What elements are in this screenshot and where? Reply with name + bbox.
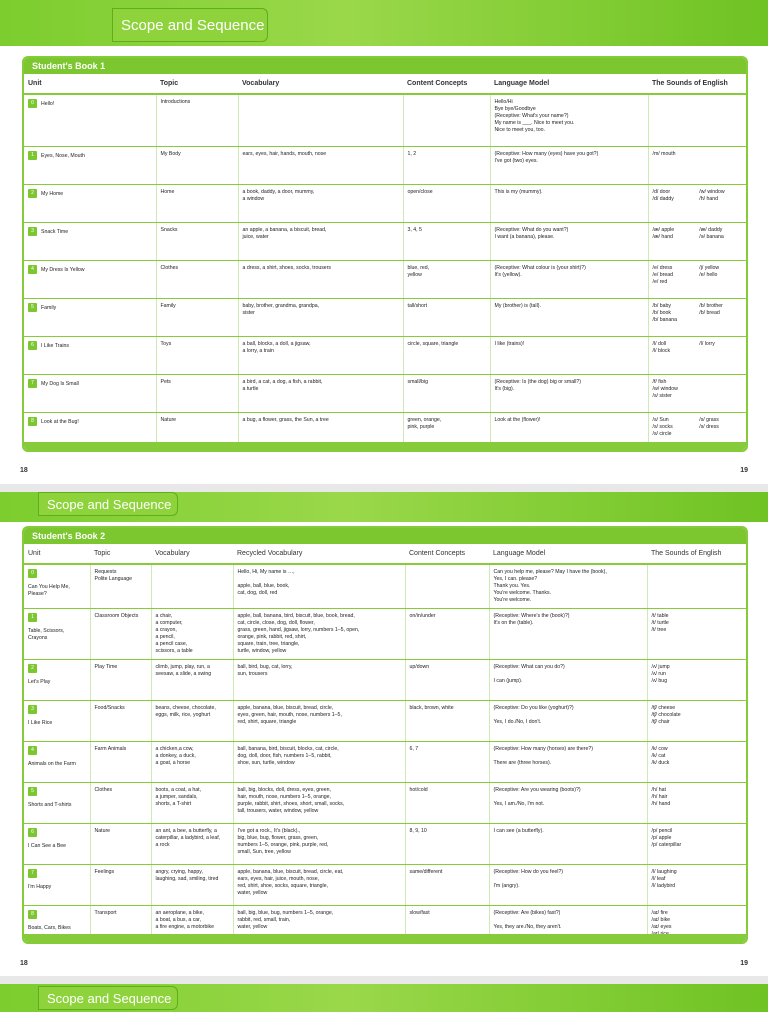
sounds-cell: /ʌ/ jump /ʌ/ run /ʌ/ bug — [647, 660, 748, 701]
column-header: Vocabulary — [151, 544, 233, 564]
unit-title: Hello! — [41, 100, 55, 107]
language-model-cell: (Receptive: Do you like (yoghurt)?) Yes, I do./No, I don't. — [489, 701, 647, 742]
unit-title: Can You Help Me, Please? — [28, 584, 70, 597]
column-header: Content Concepts — [405, 544, 489, 564]
column-header: Unit — [24, 544, 90, 564]
sounds-col-2: /æ/ daddy /ə/ banana — [699, 226, 724, 240]
vocabulary-cell: baby, brother, grandma, grandpa, sister — [238, 298, 403, 336]
unit-cell — [24, 374, 156, 412]
table-row — [24, 374, 746, 412]
sounds-col-2: /j/ yellow /e/ hello — [699, 264, 720, 278]
topic-cell: Introductions — [156, 94, 238, 146]
content-concepts-cell — [405, 564, 489, 609]
content-concepts-cell: hot/cold — [405, 783, 489, 824]
unit-title: Family — [41, 304, 57, 311]
unit-number-badge: 5 — [28, 303, 37, 312]
unit-number-badge: 5 — [28, 787, 37, 796]
content-concepts-cell — [403, 94, 490, 146]
recycled-vocabulary-cell: ball, big, blue, bug, numbers 1–5, orange, rabbit, red, small, train, water, yellow — [233, 906, 405, 945]
language-model-cell: Can you help me, please? May I have the (book), Yes, I can. please? Thank you. Yes. You're welcome. Thanks. You're welcome. — [489, 564, 647, 609]
vocabulary-cell: a bug, a flower, grass, the Sun, a tree — [238, 412, 403, 450]
sounds-cell: /k/ cow /k/ cat /k/ duck — [647, 742, 748, 783]
book1-title: Student's Book 1 — [24, 58, 746, 74]
table-row — [24, 824, 748, 865]
unit-cell — [24, 824, 90, 865]
section-tab: Scope and Sequence — [112, 8, 268, 42]
section-tab: Scope and Sequence — [38, 492, 178, 516]
sounds-col-2: /b/ brother /b/ bread — [699, 302, 723, 316]
table-row — [24, 222, 746, 260]
column-header: Topic — [90, 544, 151, 564]
sounds-col-2 — [699, 151, 742, 158]
vocabulary-cell: a ball, blocks, a doll, a jigsaw, a lorry, a train — [238, 336, 403, 374]
sounds-col-1: /b/ baby /b/ book /b/ banana — [652, 302, 678, 323]
unit-number-badge: 7 — [28, 869, 37, 878]
unit-number-badge: 4 — [28, 746, 37, 755]
sounds-cell — [648, 374, 746, 412]
unit-number-badge: 3 — [28, 705, 37, 714]
vocabulary-cell: a book, daddy, a door, mummy, a window — [238, 184, 403, 222]
sounds-grid — [653, 227, 743, 241]
unit-title: I Like Rice — [28, 720, 53, 726]
unit-title: Look at the Bug! — [41, 418, 79, 425]
table-row — [24, 260, 746, 298]
unit-number-badge: 6 — [28, 828, 37, 837]
content-concepts-cell: same/different — [405, 865, 489, 906]
table-row — [24, 660, 748, 701]
vocabulary-cell: an apple, a banana, a biscuit, bread, juice, water — [238, 222, 403, 260]
content-concepts-cell: slow/fast — [405, 906, 489, 945]
unit-number-badge: 1 — [28, 151, 37, 160]
language-model-cell: (Receptive: How many (horses) are there?) There are (three horses). — [489, 742, 647, 783]
topic-cell: Food/Snacks — [90, 701, 151, 742]
sounds-col-2: /w/ window /h/ hand — [699, 188, 725, 202]
sounds-col-2: /s/ grass /s/ dress — [699, 416, 719, 430]
vocabulary-cell: angry, crying, happy, laughing, sad, smiling, tired — [151, 865, 233, 906]
unit-number-badge: 8 — [28, 910, 37, 919]
column-header: Topic — [156, 74, 238, 94]
unit-title: Table, Scissors, Crayons — [28, 628, 65, 641]
unit-title: Let's Play — [28, 679, 51, 685]
topic-cell: Toys — [156, 336, 238, 374]
sounds-cell: /aɪ/ fire /aɪ/ bike /aɪ/ eyes — [647, 906, 748, 945]
page-book-1 — [0, 0, 768, 484]
table-row — [24, 865, 748, 906]
topic-cell: Clothes — [90, 783, 151, 824]
sounds-grid — [653, 265, 743, 286]
unit-title: Animals on the Farm — [28, 761, 76, 767]
table-row — [24, 146, 746, 184]
column-header: Vocabulary — [238, 74, 403, 94]
language-model-cell: (Receptive: Are (bikes) fast?) Yes, they are./No, they aren't. — [489, 906, 647, 945]
column-header: Content Concepts — [403, 74, 490, 94]
unit-number-badge: 6 — [28, 341, 37, 350]
unit-cell — [24, 298, 156, 336]
unit-title: My Dress Is Yellow — [41, 266, 85, 273]
language-model-cell: (Receptive: What do you want?) I want (a banana), please. — [490, 222, 648, 260]
sounds-cell — [648, 336, 746, 374]
unit-title: I Like Trains — [41, 342, 69, 349]
language-model-cell: (Receptive: What can you do?) I can (jump). — [489, 660, 647, 701]
unit-cell — [24, 865, 90, 906]
vocabulary-cell: a chair, a computer, a crayon, a pencil, a pencil case, scissors, a table — [151, 609, 233, 660]
sounds-cell: /l/ laughing /l/ leaf /l/ ladybird — [647, 865, 748, 906]
unit-number-badge: 2 — [28, 189, 37, 198]
vocabulary-cell: climb, jump, play, run, a seesaw, a slide, a swing — [151, 660, 233, 701]
vocabulary-cell: a bird, a cat, a dog, a fish, a rabbit, a turtle — [238, 374, 403, 412]
vocabulary-cell — [238, 94, 403, 146]
unit-cell — [24, 222, 156, 260]
vocabulary-cell: beans, cheese, chocolate, eggs, milk, rice, yoghurt — [151, 701, 233, 742]
sounds-grid — [653, 341, 743, 355]
topic-cell: Farm Animals — [90, 742, 151, 783]
book2-panel — [22, 526, 748, 944]
unit-cell — [24, 783, 90, 824]
table-row — [24, 783, 748, 824]
page-partial — [0, 984, 768, 1024]
content-concepts-cell: tall/short — [403, 298, 490, 336]
topic-cell: Nature — [156, 412, 238, 450]
topic-cell: Family — [156, 298, 238, 336]
topic-cell: Pets — [156, 374, 238, 412]
language-model-cell: (Receptive: What colour is (your shirt)?) It's (yellow). — [490, 260, 648, 298]
language-model-cell: Hello/Hi Bye bye/Goodbye (Receptive: What's your name?) My name is ___. Nice to meet you. Nice to meet you, too. — [490, 94, 648, 146]
book2-title: Student's Book 2 — [24, 528, 746, 544]
vocabulary-cell: ears, eyes, hair, hands, mouth, nose — [238, 146, 403, 184]
sounds-grid — [653, 189, 743, 203]
topic-cell: Nature — [90, 824, 151, 865]
column-header: Recycled Vocabulary — [233, 544, 405, 564]
topic-cell: Play Time — [90, 660, 151, 701]
unit-title: Shorts and T-shirts — [28, 802, 72, 808]
topic-cell: Feelings — [90, 865, 151, 906]
recycled-vocabulary-cell: ball, bird, bug, cat, lorry, sun, trousers — [233, 660, 405, 701]
recycled-vocabulary-cell: apple, banana, blue, biscuit, bread, circle, eat, ears, eyes, hair, juice, mouth, nose, red, shirt, shoe, socks, square, triangle, water, yellow — [233, 865, 405, 906]
topic-cell: Requests Polite Language — [90, 564, 151, 609]
vocabulary-cell: boots, a coat, a hat, a jumper, sandals, shorts, a T-shirt — [151, 783, 233, 824]
unit-cell — [24, 336, 156, 374]
sounds-cell: /h/ hat /h/ hair /h/ hand — [647, 783, 748, 824]
unit-number-badge: 2 — [28, 664, 37, 673]
column-header: Language Model — [489, 544, 647, 564]
sounds-cell — [648, 222, 746, 260]
content-concepts-cell: black, brown, white — [405, 701, 489, 742]
page-number-right: 19 — [740, 467, 748, 474]
topic-cell: Classroom Objects — [90, 609, 151, 660]
sounds-cell — [648, 146, 746, 184]
column-header: Language Model — [490, 74, 648, 94]
content-concepts-cell: green, orange, pink, purple — [403, 412, 490, 450]
topic-cell: Transport — [90, 906, 151, 945]
sounds-grid — [653, 151, 743, 158]
table-row — [24, 298, 746, 336]
book1-table — [24, 74, 746, 451]
vocabulary-cell: an aeroplane, a bike, a boat, a bus, a car, a fire engine, a motorbike — [151, 906, 233, 945]
sounds-col-1: /æ/ apple /æ/ hand — [652, 226, 675, 240]
table-row — [24, 336, 746, 374]
language-model-cell: I can see (a butterfly). — [489, 824, 647, 865]
unit-title: I Can See a Bee — [28, 843, 67, 849]
sounds-cell — [648, 94, 746, 146]
table-row — [24, 742, 748, 783]
unit-cell — [24, 564, 90, 609]
unit-number-badge: 0 — [28, 99, 37, 108]
unit-number-badge: 7 — [28, 379, 37, 388]
book2-table — [24, 544, 748, 944]
topic-cell: My Body — [156, 146, 238, 184]
unit-number-badge: 0 — [28, 569, 37, 578]
sounds-col-1: /e/ dress /e/ bread /e/ red — [652, 264, 673, 285]
unit-number-badge: 4 — [28, 265, 37, 274]
language-model-cell: (Receptive: Are you wearing (boots)?) Yes, I am./No, I'm not. — [489, 783, 647, 824]
unit-cell — [24, 701, 90, 742]
unit-number-badge: 1 — [28, 613, 37, 622]
column-header: The Sounds of English — [647, 544, 748, 564]
language-model-cell: This is my (mummy). — [490, 184, 648, 222]
sounds-cell: /tʃ/ cheese /tʃ/ chocolate /tʃ/ chair — [647, 701, 748, 742]
language-model-cell: (Receptive: Where's the (book)?) It's on the (table). — [489, 609, 647, 660]
unit-title: My Dog Is Small — [41, 380, 79, 387]
recycled-vocabulary-cell: apple, ball, banana, bird, biscuit, blue, book, bread, cat, circle, close, dog, doll, flower, grass, green, hand, jigsaw, lorry, numbers 1–5, open, orange, pink, rabbit, red, shirt, square, train, tree, triangle, turtle, window, yellow — [233, 609, 405, 660]
sounds-grid — [653, 417, 743, 438]
unit-cell — [24, 260, 156, 298]
content-concepts-cell: on/in/under — [405, 609, 489, 660]
language-model-cell: I like (trains)! — [490, 336, 648, 374]
content-concepts-cell: open/close — [403, 184, 490, 222]
topic-cell: Clothes — [156, 260, 238, 298]
unit-cell — [24, 742, 90, 783]
sounds-col-1: /l/ doll /l/ block — [652, 340, 671, 354]
column-header: Unit — [24, 74, 156, 94]
sounds-cell — [648, 260, 746, 298]
page-number-left: 18 — [20, 467, 28, 474]
content-concepts-cell: 1, 2 — [403, 146, 490, 184]
vocabulary-cell — [151, 564, 233, 609]
column-header: The Sounds of English — [648, 74, 746, 94]
book1-panel — [22, 56, 748, 452]
unit-cell — [24, 94, 156, 146]
unit-title: Eyes, Nose, Mouth — [41, 152, 85, 159]
table-row — [24, 184, 746, 222]
unit-cell — [24, 146, 156, 184]
recycled-vocabulary-cell: ball, big, blocks, doll, dress, eyes, green, hair, mouth, nose, numbers 1–5, orange, purple, rabbit, shirt, shoes, short, small, socks, tall, trousers, water, window, yellow — [233, 783, 405, 824]
sounds-col-1: /d/ door /d/ daddy — [652, 188, 674, 202]
language-model-cell: (Receptive: How many (eyes) have you got?) I've got (two) eyes. — [490, 146, 648, 184]
unit-cell — [24, 184, 156, 222]
unit-title: My Home — [41, 190, 64, 197]
sounds-cell — [648, 298, 746, 336]
sounds-cell — [648, 184, 746, 222]
content-concepts-cell: up/down — [405, 660, 489, 701]
unit-cell — [24, 660, 90, 701]
content-concepts-cell: 3, 4, 5 — [403, 222, 490, 260]
book2-footer-bar — [24, 934, 746, 942]
vocabulary-cell: a dress, a shirt, shoes, socks, trousers — [238, 260, 403, 298]
content-concepts-cell: 6, 7 — [405, 742, 489, 783]
content-concepts-cell: blue, red, yellow — [403, 260, 490, 298]
sounds-cell: /t/ table /t/ turtle /t/ tree — [647, 609, 748, 660]
table-row — [24, 609, 748, 660]
unit-number-badge: 8 — [28, 417, 37, 426]
sounds-col-1: /f/ fish /w/ window /s/ sister — [652, 378, 678, 399]
language-model-cell: (Receptive: Is (the dog) big or small?) It's (big). — [490, 374, 648, 412]
topic-cell: Snacks — [156, 222, 238, 260]
sounds-grid — [653, 303, 743, 324]
sounds-col-2: /l/ lorry — [699, 340, 715, 347]
vocabulary-cell: a chicken,a cow, a donkey, a duck, a goat, a horse — [151, 742, 233, 783]
page-number-left: 18 — [20, 960, 28, 967]
sounds-cell — [647, 564, 748, 609]
recycled-vocabulary-cell: apple, banana, blue, biscuit, bread, circle, eyes, green, hair, mouth, nose, numbers 1–5, red, shirt, square, triangle — [233, 701, 405, 742]
section-tab: Scope and Sequence — [38, 986, 178, 1010]
language-model-cell: My (brother) is (tall). — [490, 298, 648, 336]
content-concepts-cell: circle, square, triangle — [403, 336, 490, 374]
language-model-cell: (Receptive: How do you feel?) I'm (angry). — [489, 865, 647, 906]
recycled-vocabulary-cell: Hello, Hi, My name is …, apple, ball, blue, book, cat, dog, doll, red — [233, 564, 405, 609]
language-model-cell: Look at the (flower)! — [490, 412, 648, 450]
sounds-col-1: /s/ Sun /s/ socks /s/ circle — [652, 416, 673, 437]
recycled-vocabulary-cell: I've got a rock., It's (black)., big, blue, bug, flower, grass, green, numbers 1–5, orange, pink, purple, red, small, Sun, tree, yellow — [233, 824, 405, 865]
page-number-right: 19 — [740, 960, 748, 967]
sounds-cell: /p/ pencil /p/ apple /p/ caterpillar — [647, 824, 748, 865]
unit-number-badge: 3 — [28, 227, 37, 236]
recycled-vocabulary-cell: ball, banana, bird, biscuit, blocks, cat, circle, dog, doll, door, fish, numbers 1–5, rabbit, shoe, sun, turtle, window — [233, 742, 405, 783]
table-row — [24, 564, 748, 609]
unit-title: Snack Time — [41, 228, 69, 235]
sounds-col-2 — [699, 379, 742, 400]
content-concepts-cell: 8, 9, 10 — [405, 824, 489, 865]
table-row — [24, 94, 746, 146]
sounds-grid — [653, 379, 743, 400]
table-row — [24, 701, 748, 742]
content-concepts-cell: small/big — [403, 374, 490, 412]
unit-cell — [24, 609, 90, 660]
book1-footer-bar — [24, 442, 746, 450]
sounds-col-1: /m/ mouth — [652, 150, 676, 157]
vocabulary-cell: an ant, a bee, a butterfly, a caterpillar, a ladybird, a leaf, a rock — [151, 824, 233, 865]
unit-title: I'm Happy — [28, 884, 52, 890]
page-book-2 — [0, 492, 768, 976]
topic-cell: Home — [156, 184, 238, 222]
unit-title: Boats, Cars, Bikes — [28, 925, 71, 931]
